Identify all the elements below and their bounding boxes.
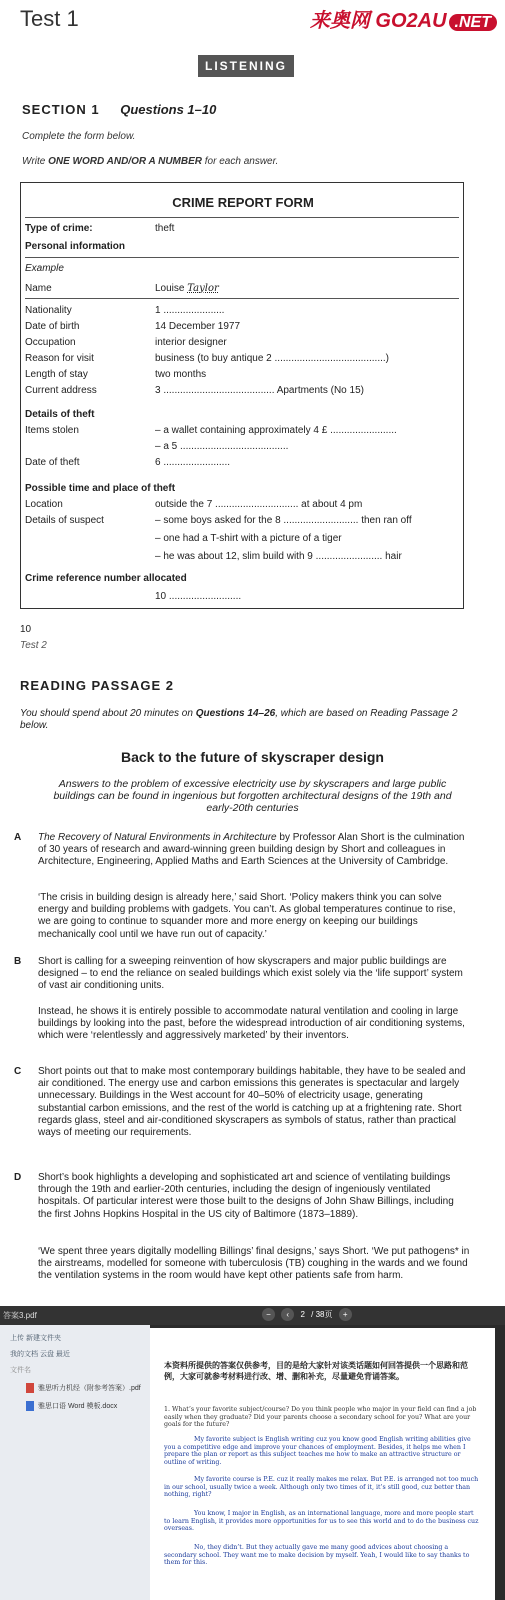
name-value: [155, 283, 219, 294]
article-title: Back to the future of skyscraper design: [121, 749, 384, 765]
logo-tld: .NET: [449, 14, 497, 31]
answer-2: My favorite course is P.E. cuz it really makes me relax. But P.E. is arranged not too much in our school, usually twice a week. Although only two times of it, it’s still good, cuz better than nothing, right?: [164, 1476, 479, 1499]
answer-1: My favorite subject is English writing cuz you know good English writing abilities give you a competitive edge and improve your chances of employment. Besides, it helps me when I prepare the plan or report as this subject teaches me how to make an attractive structure or outline of writing.: [164, 1436, 471, 1466]
suspect-label: Details of suspect: [25, 515, 104, 526]
row-label-nationality: Nationality: [25, 305, 72, 316]
questions-range: Questions 1–10: [120, 102, 217, 117]
name-label: Name: [25, 283, 52, 294]
name-handwritten: Taylor: [187, 283, 219, 294]
name-first: Louise: [155, 283, 188, 294]
logo-chinese: 来奥网: [309, 10, 370, 32]
suspect-line-1: – some boys asked for the 8 ........................... then ran off: [155, 515, 412, 526]
row-value-address: 3 ........................................ Apartments (No 15): [155, 385, 364, 396]
reading-instruction: [20, 708, 480, 732]
row-value-nationality: 1 ......................: [155, 305, 225, 316]
possible-heading: Possible time and place of theft: [25, 483, 176, 494]
date-theft-label: Date of theft: [25, 457, 80, 468]
logo-latin: GO2AU: [375, 10, 447, 32]
paragraph-a: [38, 832, 470, 869]
date-theft-value: 6 ........................: [155, 457, 231, 468]
personal-info-heading: Personal information: [25, 241, 126, 252]
crime-ref-value: 10 ..........................: [155, 591, 242, 602]
suspect-line-2: – one had a T-shirt with a picture of a tiger: [155, 533, 342, 544]
crime-report-form: [20, 182, 464, 609]
rp-instr-bold: Questions 14–26: [195, 708, 276, 719]
zoom-out-button[interactable]: −: [262, 1308, 275, 1321]
row-value-reason: business (to buy antique 2 ........................................): [155, 353, 389, 364]
type-crime-value: theft: [155, 223, 175, 234]
type-crime-label: Type of crime:: [25, 223, 93, 234]
divider: [25, 217, 459, 218]
file-name-1: 雅思听力机经（附参考答案）.pdf: [38, 1385, 141, 1392]
site-logo: [310, 4, 497, 33]
article-subtitle: Answers to the problem of excessive electricity use by skyscrapers and large public buildings can be found in ingenious but forgotten architectural designs of the 19th and early-20th centuries: [53, 778, 452, 814]
page-total: / 38页: [311, 1310, 333, 1319]
sidebar-toolbar[interactable]: 上传 新建文件夹: [10, 1335, 61, 1342]
sidebar-file-1[interactable]: [26, 1383, 141, 1393]
paragraph-letter-a: A: [14, 832, 22, 843]
instruction-write: [22, 156, 278, 167]
prev-page-button[interactable]: ‹: [281, 1308, 294, 1321]
location-value: outside the 7 .............................. at about 4 pm: [155, 499, 363, 510]
example-label: Example: [25, 263, 64, 274]
row-label-reason: Reason for visit: [25, 353, 94, 364]
row-value-stay: two months: [155, 369, 207, 380]
page-listening: [0, 0, 505, 652]
page-navigation: [262, 1308, 356, 1322]
suspect-line-3: – he was about 12, slim build with 9 ........................ hair: [155, 551, 402, 562]
paragraph-d: Short’s book highlights a developing and sophisticated art and science of ventilating buildings through the 19th and earlier-20th centuries, including the design of ingeniously ventilated hospitals. Of particular interest were those built to the designs of John Shaw Billings, including the first Johns Hopkins Hospital in the US city of Baltimore (1873–1889).: [38, 1172, 454, 1220]
form-title: CRIME REPORT FORM: [172, 195, 314, 210]
listening-banner: LISTENING: [198, 55, 294, 77]
sidebar-file-2[interactable]: [26, 1401, 117, 1411]
page-number: 10: [20, 624, 32, 635]
instr-prefix: Write: [22, 156, 49, 167]
rp-instr-suffix: , which are based on Reading Passage 2 below.: [20, 708, 458, 731]
paragraph-text: by Professor Alan Short is the culmination of 30 years of research and award-winning green building design by Short and colleagues in Architecture, Engineering, Applied Maths and Earth Sciences at the University of Cambridge.: [38, 832, 465, 868]
items-line-1: – a wallet containing approximately 4 £ ........................: [155, 425, 397, 436]
row-label-address: Current address: [25, 385, 97, 396]
section-heading: [22, 102, 216, 117]
answer-4: No, they didn’t. But they actually gave me many good advices about choosing a secondary school. They want me to make decision by myself. Yeah, I would like to say thanks to them for this.: [164, 1544, 470, 1567]
reading-passage-heading: READING PASSAGE 2: [20, 678, 175, 693]
row-label-stay: Length of stay: [25, 369, 88, 380]
sidebar-column-header: 文件名: [10, 1367, 31, 1374]
page-current[interactable]: 2: [300, 1310, 305, 1319]
items-line-2: – a 5 .......................................: [155, 441, 289, 452]
pdf-viewer-toolbar: [0, 1306, 505, 1325]
speaking-question: 1. What’s your favorite subject/course? Do you think people who major in your field can find a job easily when they graduate? Did your parents choose a secondary school for you? What are your goals for the future?: [164, 1406, 477, 1429]
file-sidebar: [0, 1325, 150, 1600]
instruction-complete: Complete the form below.: [22, 131, 136, 142]
paragraph-letter-c: C: [14, 1066, 22, 1077]
pdf-file-icon: [26, 1383, 34, 1393]
paragraph-c: Short points out that to make most contemporary buildings habitable, they have to be sealed and air conditioned. The energy use and carbon emissions this generates is spectacular and largely unnecessary. Buildings in the West account for 40–50% of electricity usage, generating substantial carbon emissions, and the rest of the world is catching up at a frightening rate. Short regards glass, steel and air-conditioned skyscrapers as symbols of status, rather than practical ways of meeting our requirements.: [38, 1066, 466, 1139]
crime-ref-label: Crime reference number allocated: [25, 573, 187, 584]
section-label: SECTION 1: [22, 102, 100, 117]
zoom-in-button[interactable]: +: [339, 1308, 352, 1321]
paragraph-letter-d: D: [14, 1172, 22, 1183]
chinese-notice: 本资料所提供的答案仅供参考，目的是给大家针对该类话题如何回答提供一个思路和范例，大家可就参考材料进行改、增、删和补充，尽量避免背诵答案。: [164, 1361, 468, 1381]
rp-instr-prefix: You should spend about 20 minutes on: [20, 708, 196, 719]
location-label: Location: [25, 499, 63, 510]
sidebar-tabs[interactable]: 我的文档 云盘 最近: [10, 1351, 70, 1358]
next-test-label: Test 2: [20, 640, 47, 651]
test-title: Test 1: [20, 6, 79, 31]
instr-bold: ONE WORD AND/OR A NUMBER: [48, 156, 202, 167]
book-title: The Recovery of Natural Environments in Architecture: [38, 832, 277, 843]
row-value-dob: 14 December 1977: [155, 321, 241, 332]
instr-suffix: for each answer.: [202, 156, 279, 167]
paragraph-b2: Instead, he shows it is entirely possible to accommodate natural ventilation and cooling in large buildings by looking into the past, before the widespread introduction of air conditioning systems, which were ‘relentlessly and aggressively marketed’ by their inventors.: [38, 1006, 465, 1042]
paragraph-d2: ‘We spent three years digitally modelling Billings’ final designs,’ says Short. ‘We put pathogens* in the airstreams, modelled for someone with tuberculosis (TB) coughing in the wards and we found the ventilation systems in the room would have kept other patients safe from harm.: [38, 1246, 470, 1282]
row-value-occupation: interior designer: [155, 337, 227, 348]
divider: [25, 257, 459, 258]
paragraph-a2: ‘The crisis in building design is already here,’ said Short. ‘Policy makers think you can solve energy and building problems with gadgets. You can’t. As global temperatures continue to rise, we are going to continue to squander more and more energy on keeping our buildings mechanically cool until we have run out of capacity.’: [38, 892, 456, 940]
paragraph-b: Short is calling for a sweeping reinvention of how skyscrapers and major public buildings are designed – to end the reliance on sealed buildings which exist solely via the ‘life support’ system of vast air conditioning units.: [38, 956, 463, 992]
paragraph-letter-b: B: [14, 956, 22, 967]
file-name: 答案3.pdf: [3, 1311, 37, 1320]
row-label-dob: Date of birth: [25, 321, 80, 332]
items-stolen-label: Items stolen: [25, 425, 79, 436]
document-page: [150, 1328, 495, 1600]
answer-3: You know, I major in English, as an international language, more and more people start to learn English, it provides more opportunities for us to see this world and to do the business cuz overseas.: [164, 1510, 479, 1533]
divider: [25, 298, 459, 299]
details-theft-heading: Details of theft: [25, 409, 95, 420]
doc-file-icon: [26, 1401, 34, 1411]
row-label-occupation: Occupation: [25, 337, 76, 348]
file-name-2: 雅思口语 Word 模板.docx: [38, 1403, 118, 1410]
